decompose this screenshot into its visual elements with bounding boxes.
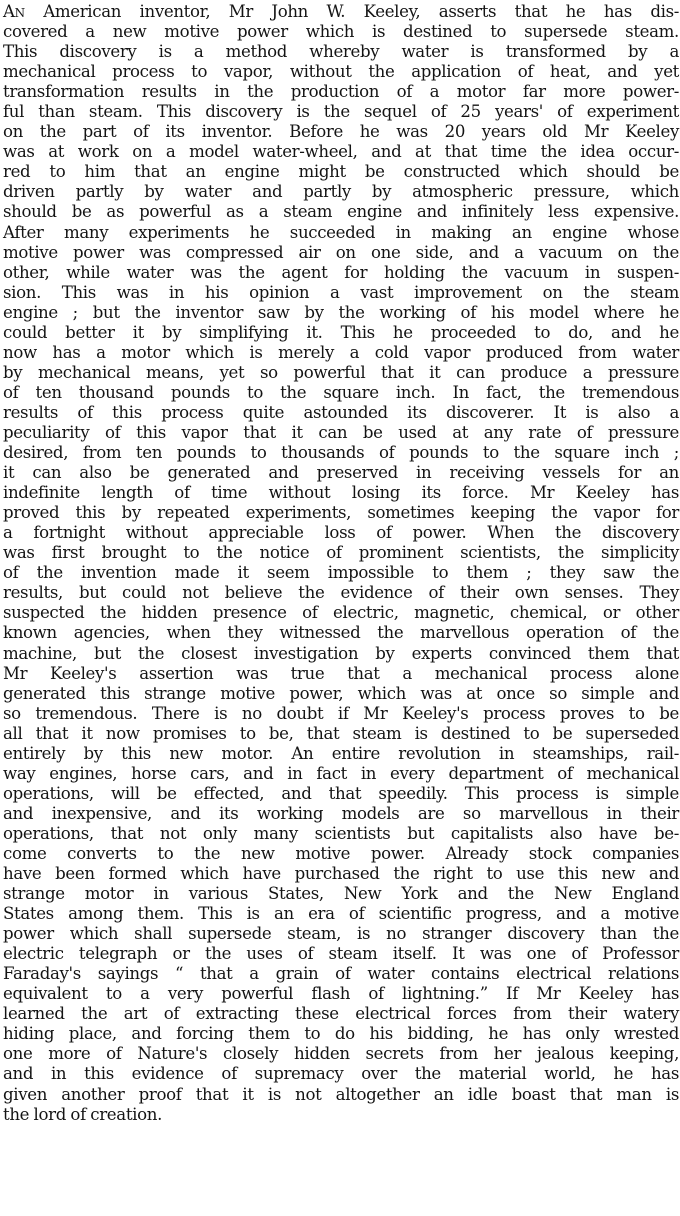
article-line: a fortnight without appreciable loss of power. When the discovery [3, 523, 679, 543]
article-line: indefinite length of time without losing its force. Mr Keeley has [3, 483, 679, 503]
article-line: Faraday's sayings “ that a grain of water contains electrical relations [3, 964, 679, 984]
article-line: motive power was compressed air on one side, and a vacuum on the [3, 242, 679, 262]
article-line: This discovery is a method whereby water is transformed by a [3, 42, 679, 62]
article-line: way engines, horse cars, and in fact in every department of mechanical [3, 763, 679, 783]
article-line: all that it now promises to be, that steam is destined to be superseded [3, 723, 679, 743]
article-line: entirely by this new motor. An entire revolution in steamships, rail- [3, 743, 679, 763]
article-line: machine, but the closest investigation by experts convinced them that [3, 643, 679, 663]
article-line: on the part of its inventor. Before he was 20 years old Mr Keeley [3, 122, 679, 142]
article-line: States among them. This is an era of scientific progress, and a motive [3, 904, 679, 924]
article-line: now has a motor which is merely a cold vapor produced from water [3, 342, 679, 362]
article-line: Mr Keeley's assertion was true that a mechanical process alone [3, 663, 679, 683]
article-line: other, while water was the agent for holding the vacuum in suspen- [3, 262, 679, 282]
article-line [3, 2, 679, 22]
article-line: red to him that an engine might be constructed which should be [3, 162, 679, 182]
article-line: have been formed which have purchased the right to use this new and [3, 864, 679, 884]
article-line: covered a new motive power which is destined to supersede steam. [3, 22, 679, 42]
article-line: by mechanical means, yet so powerful that it can produce a pressure [3, 362, 679, 382]
article-line: strange motor in various States, New York and the New England [3, 884, 679, 904]
article-line: should be as powerful as a steam engine and infinitely less expensive. [3, 202, 679, 222]
article-line: operations, that not only many scientists but capitalists also have be- [3, 823, 679, 843]
article-line: results, but could not believe the evidence of their own senses. They [3, 583, 679, 603]
article-line: the lord of creation. [3, 1104, 162, 1124]
article-line: of the invention made it seem impossible to them ; they saw the [3, 563, 679, 583]
article-line: peculiarity of this vapor that it can be used at any rate of pressure [3, 422, 679, 442]
article-line: hiding place, and forcing them to do his bidding, he has only wrested [3, 1024, 679, 1044]
article-line: one more of Nature's closely hidden secrets from her jealous keeping, [3, 1044, 679, 1064]
article-line: power which shall supersede steam, is no stranger discovery than the [3, 924, 679, 944]
article-line: come converts to the new motive power. Already stock companies [3, 843, 679, 863]
article-line: and in this evidence of supremacy over the material world, he has [3, 1064, 679, 1084]
article-line: was at work on a model water-wheel, and at that time the idea occur- [3, 142, 679, 162]
article-line: was first brought to the notice of prominent scientists, the simplicity [3, 543, 679, 563]
lead-word: An [3, 2, 25, 21]
article-line: and inexpensive, and its working models are so marvellous in their [3, 803, 679, 823]
article-line: learned the art of extracting these electrical forces from their watery [3, 1004, 679, 1024]
article-line-text: American inventor, Mr John W. Keeley, asserts that he has dis- [24, 2, 679, 21]
article-line: results of this process quite astounded its discoverer. It is also a [3, 402, 679, 422]
article-line: transformation results in the production of a motor far more power- [3, 82, 679, 102]
article-line: After many experiments he succeeded in making an engine whose [3, 222, 679, 242]
article-line: it can also be generated and preserved in receiving vessels for an [3, 463, 679, 483]
article-line: proved this by repeated experiments, sometimes keeping the vapor for [3, 503, 679, 523]
article-line: known agencies, when they witnessed the marvellous operation of the [3, 623, 679, 643]
article-line: generated this strange motive power, which was at once so simple and [3, 683, 679, 703]
article-line: suspected the hidden presence of electric, magnetic, chemical, or other [3, 603, 679, 623]
article-line: could better it by simplifying it. This he proceeded to do, and he [3, 322, 679, 342]
article-line: engine ; but the inventor saw by the working of his model where he [3, 302, 679, 322]
article-line: of ten thousand pounds to the square inch. In fact, the tremendous [3, 382, 679, 402]
newspaper-article [3, 2, 679, 1125]
article-line: ful than steam. This discovery is the sequel of 25 years' of experiment [3, 102, 679, 122]
article-line: electric telegraph or the uses of steam itself. It was one of Professor [3, 944, 679, 964]
article-line: so tremendous. There is no doubt if Mr Keeley's process proves to be [3, 703, 679, 723]
article-line: equivalent to a very powerful flash of lightning.” If Mr Keeley has [3, 984, 679, 1004]
article-line: sion. This was in his opinion a vast improvement on the steam [3, 282, 679, 302]
article-line: mechanical process to vapor, without the application of heat, and yet [3, 62, 679, 82]
article-line: operations, will be effected, and that speedily. This process is simple [3, 783, 679, 803]
article-line: driven partly by water and partly by atmospheric pressure, which [3, 182, 679, 202]
article-line: given another proof that it is not altogether an idle boast that man is [3, 1084, 679, 1104]
article-line: desired, from ten pounds to thousands of pounds to the square inch ; [3, 443, 679, 463]
